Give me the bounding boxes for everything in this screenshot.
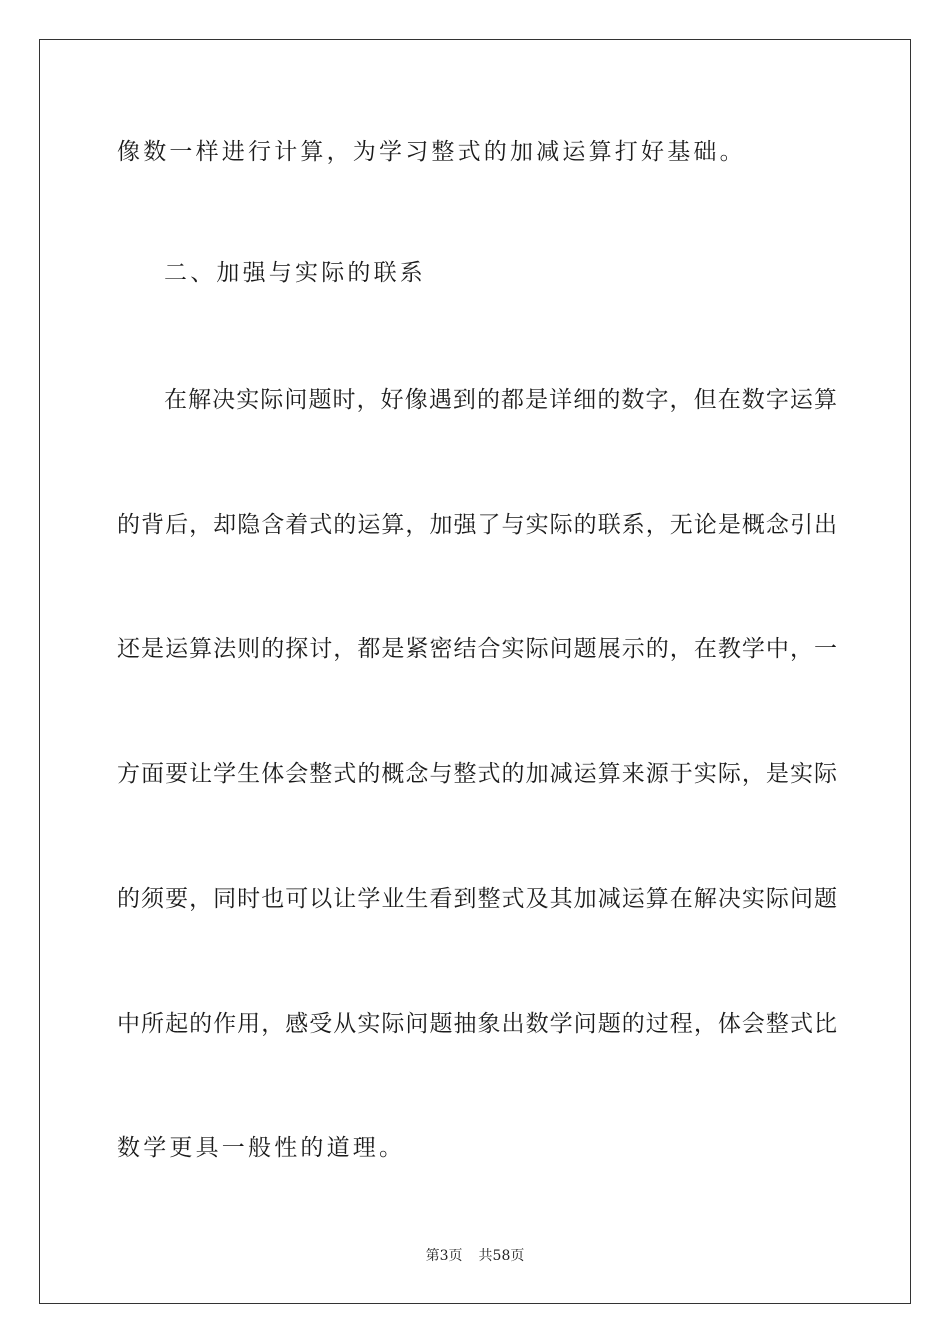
body-line-4: 的背后，却隐含着式的运算，加强了与实际的联系，无论是概念引出 bbox=[117, 512, 837, 538]
section-heading: 二、加强与实际的联系 bbox=[164, 260, 426, 286]
body-line-3: 在解决实际问题时，好像遇到的都是详细的数字，但在数字运算 bbox=[164, 387, 837, 413]
body-line-5: 还是运算法则的探讨，都是紧密结合实际问题展示的，在教学中，一 bbox=[117, 636, 837, 662]
page-number: 第3页 bbox=[425, 1248, 463, 1264]
page-border bbox=[39, 39, 911, 1304]
body-line-8: 中所起的作用，感受从实际问题抽象出数学问题的过程，体会整式比 bbox=[117, 1011, 837, 1037]
page-footer bbox=[0, 1247, 950, 1265]
body-line-6: 方面要让学生体会整式的概念与整式的加减运算来源于实际，是实际 bbox=[117, 761, 837, 787]
body-line-9: 数学更具一般性的道理。 bbox=[117, 1135, 406, 1161]
total-pages: 共58页 bbox=[478, 1248, 525, 1264]
body-line-1: 像数一样进行计算，为学习整式的加减运算打好基础。 bbox=[117, 139, 746, 165]
body-line-7: 的须要，同时也可以让学业生看到整式及其加减运算在解决实际问题 bbox=[117, 886, 837, 912]
